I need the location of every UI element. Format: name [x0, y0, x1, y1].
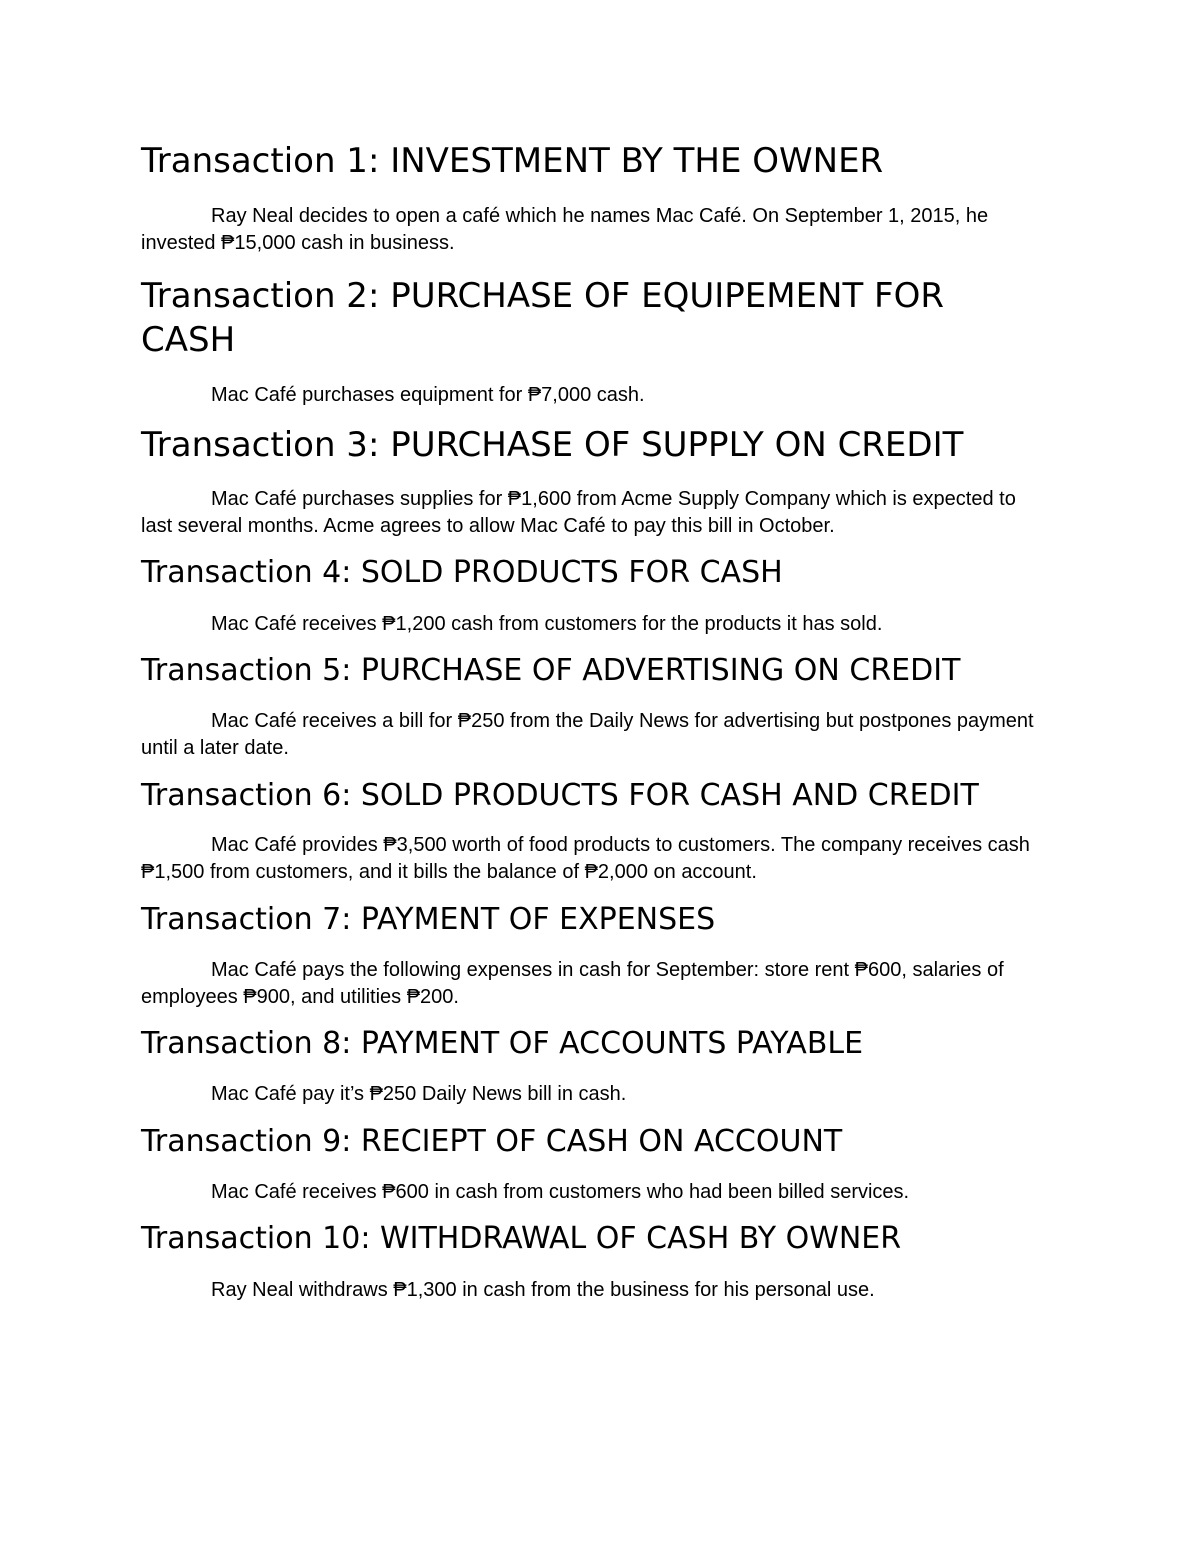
transaction-3-body: Mac Café purchases supplies for ₱1,600 from Acme Supply Company which is expected to last several months. Acme agrees to allow Mac Café to pay this bill in October. — [141, 488, 1016, 537]
transaction-9-heading: Transaction 9: RECIEPT OF CASH ON ACCOUNT — [141, 1124, 843, 1159]
transaction-6-body: Mac Café provides ₱3,500 worth of food products to customers. The company receives cash ₱1,500 from customers, and it bills the balance of ₱2,000 on account. — [141, 834, 1030, 883]
transaction-2-body: Mac Café purchases equipment for ₱7,000 cash. — [211, 384, 645, 406]
transaction-9-body: Mac Café receives ₱600 in cash from customers who had been billed services. — [211, 1181, 910, 1203]
transaction-4-body: Mac Café receives ₱1,200 cash from customers for the products it has sold. — [211, 613, 883, 635]
transaction-7-heading: Transaction 7: PAYMENT OF EXPENSES — [141, 902, 716, 937]
transaction-5-body: Mac Café receives a bill for ₱250 from the Daily News for advertising but postpones payment until a later date. — [141, 710, 1034, 759]
transaction-8-heading: Transaction 8: PAYMENT OF ACCOUNTS PAYABLE — [141, 1026, 864, 1061]
transaction-8-body: Mac Café pay it’s ₱250 Daily News bill in cash. — [211, 1083, 627, 1105]
transaction-7-body: Mac Café pays the following expenses in cash for September: store rent ₱600, salaries of employees ₱900, and utilities ₱200. — [141, 959, 1004, 1008]
transaction-1-body: Ray Neal decides to open a café which he names Mac Café. On September 1, 2015, he invested ₱15,000 cash in business. — [141, 205, 989, 254]
transaction-1-heading: Transaction 1: INVESTMENT BY THE OWNER — [141, 141, 884, 181]
transaction-2-heading: Transaction 2: PURCHASE OF EQUIPEMENT FOR CASH — [141, 276, 945, 360]
transaction-5-heading: Transaction 5: PURCHASE OF ADVERTISING ON CREDIT — [141, 653, 961, 688]
document-page — [141, 0, 1061, 1553]
transaction-3-heading: Transaction 3: PURCHASE OF SUPPLY ON CREDIT — [141, 425, 964, 465]
transaction-4-heading: Transaction 4: SOLD PRODUCTS FOR CASH — [141, 555, 783, 590]
transaction-10-body: Ray Neal withdraws ₱1,300 in cash from the business for his personal use. — [211, 1279, 875, 1301]
transaction-10-heading: Transaction 10: WITHDRAWAL OF CASH BY OWNER — [141, 1221, 902, 1256]
transaction-6-heading: Transaction 6: SOLD PRODUCTS FOR CASH AND CREDIT — [141, 778, 979, 813]
